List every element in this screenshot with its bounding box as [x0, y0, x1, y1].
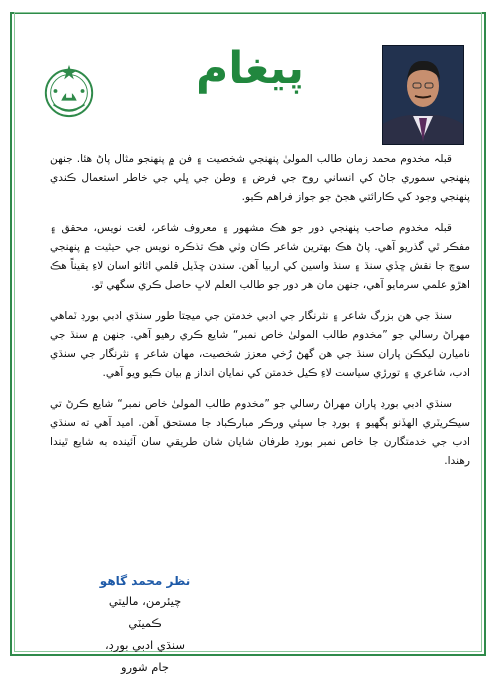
signatory-designation: چيئرمن، ماليتي ڪميٽي — [108, 594, 182, 630]
government-emblem-icon — [40, 62, 98, 120]
paragraph: قبلہ مخدوم صاحب پنهنجي دور جو هڪ مشهور ۽ معروف شاعر، لغت نويس، محقق ۽ مفڪر ٿي گذريو آهي. پاڻ هڪ بهترين شاعر ڪان وٺي هڪ تذڪره نويس جي حيثيت ۾ پنهنجي سوچ جا نقش ڇڏي سنڌ ۽ سنڌ واسين کي اربيا آهن. سندن ڇڏيل قلمي اثاثو اسان لاءِ يقيناً هڪ اهڙو علمي سرمايو آهي، جنهن مان هر دور جو طالب العلم لاڀ حاصل ڪري سگهي ٿو. — [50, 222, 470, 291]
paragraph: سنڌ جي هن بزرگ شاعر ۽ نثرنگار جي ادبي خدمتن جي ميڃتا طور سنڌي ادبي بورڊ ٽماهي مهراڻ رسالي جو ”مخدوم طالب المولیٰ خاص نمبر“ شايع ڪري رهيو آهي. جنهن ۾ سنڌ جي ناميارن ليکڪن پاران سنڌ جي هن گهڻ رُخي معزز شخصيت، مهان شاعر ۽ نثرنگار جي سنڌي ادب، شاعري ۽ تورڙي سياست لاءِ ڪيل خدمتن کي نمايان انداز ۾ بيان ڪيو ويو آهي. — [50, 310, 470, 379]
signatory-organization: سنڌي ادبي بورڊ، جام شورو — [104, 638, 186, 674]
signature-block — [95, 572, 195, 678]
paragraph: سنڌي ادبي بورڊ پاران مهراڻ رسالي جو ”مخدوم طالب المولیٰ خاص نمبر“ شايع ڪرڻ تي سيڪريٽري الهڏنو ٻگهيو ۽ بورڊ جا سڀئي ورڪر مبارڪباد جا مستحق آهن. اميد آهي ته سنڌي ادب جي خدمتگارن جا خاص نمبر بورڊ طرفان شايان شان طريقي سان آئينده به شايع ٿيندا رهندا. — [50, 398, 470, 467]
page-title: پيغام — [195, 43, 305, 94]
portrait-photo — [382, 45, 464, 145]
signatory-name: نظر محمد گاهو — [99, 574, 191, 588]
message-body — [50, 150, 470, 483]
paragraph: قبلہ مخدوم محمد زمان طالب المولیٰ پنهنجي شخصيت ۽ فن ۾ پنهنجو مثال پاڻ هئا. جنهن پنهنجي سموري جاڻ کي انساني روح جي فرض ۽ وطن جي ڀلي جي خاطر استعمال ڪندي پنهنجي وجود کي ڪارائتي هجڻ جو جواز فراهم ڪيو. — [50, 153, 470, 203]
